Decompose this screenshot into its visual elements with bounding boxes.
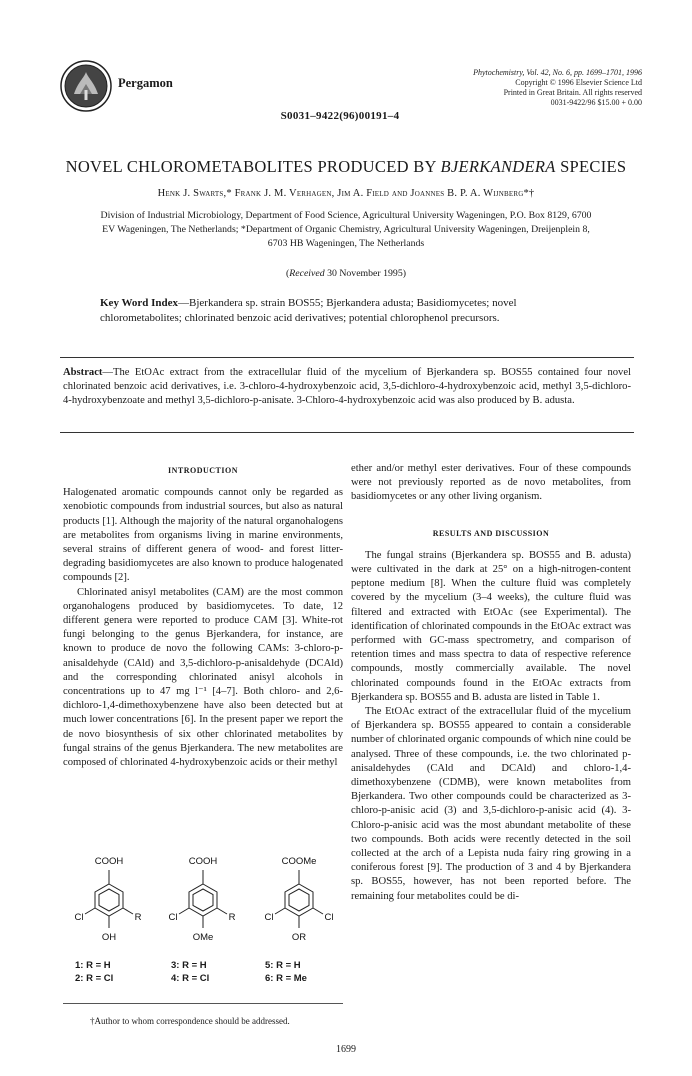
abstract	[63, 366, 631, 408]
abstract-text: —The EtOAc extract from the extracellular fluid of the mycelium of Bjerkandera sp. BOS55 contained four novel chlorinated benzoic acid derivatives, i.e. 3-chloro-4-hydroxybenzoic acid, 3,5-dichloro-4-hydroxybenzoic acid, methyl 3,5-dichloro-4-hydroxybenzoate and methyl 3,5-dichloro-p-anisate. 3-Chloro-4-hydroxybenzoic acid was also produced by B. adusta.	[63, 367, 631, 406]
structure-2-top-label: COOH	[188, 856, 218, 867]
left-column	[63, 462, 343, 770]
introduction-heading: INTRODUCTION	[167, 466, 238, 475]
article-code: S0031–9422(96)00191–4	[280, 110, 400, 122]
structure-legend	[63, 960, 343, 990]
right-column	[351, 462, 631, 904]
structure-3-left-sub: Cl	[264, 912, 274, 923]
structure-3-ring	[275, 870, 323, 928]
abstract-top-rule	[60, 357, 634, 358]
page-number: 1699	[336, 1044, 356, 1055]
results-paragraph-2: The EtOAc extract of the extracellular fluid of the mycelium of Bjerkandera sp. BOS55 appeared to contain a considerable number of chlorinated organic compounds of which nine could be analysed. Three of these compounds, i.e. the two chlorinated p-anisaldehydes (CAld and DCAld) and chloro-1,4-dimethoxybenzene (CDMB), were known metabolites from Bjerkandera. Two other compounds could be characterized as 3-chloro-p-anisic acid (3) and 3,5-dichloro-p-anisic acid (4). 3-Chloro-p-anisic acid was the most abundant metabolite of these two compounds. Both acids were recently detected in the soil collected at the arch of a Lepista nuda fairy ring growing in a coniferous forest [9]. The production of 3 and 4 by Bjerkandera sp. BOS55, however, has not been reported before. The remaining four metabolites could be di-	[351, 706, 631, 902]
keyword-index	[100, 296, 600, 325]
chemical-structures	[63, 850, 343, 958]
structure-1-right-sub: R	[134, 912, 142, 923]
abstract-label: Abstract	[63, 367, 103, 378]
structure-3-bottom-label: OR	[291, 932, 307, 943]
journal-info	[382, 68, 642, 108]
legend-4: 4: R = Cl	[171, 973, 210, 984]
structure-1-top-label: COOH	[94, 856, 124, 867]
legend-1: 1: R = H	[75, 960, 111, 971]
structure-2-ring	[179, 870, 227, 928]
structure-1-ring	[85, 870, 133, 928]
affiliation-line-1: Division of Industrial Microbiology, Department of Food Science, Agricultural University Wageningen, P.O. Box 8129, 6700	[100, 210, 592, 221]
results-paragraph-0: ether and/or methyl ester derivatives. Four of these compounds were not previously reported as de novo metabolites, from basidiomycetes or any other living organism.	[351, 463, 631, 503]
abstract-bottom-rule	[60, 432, 634, 433]
affiliation	[50, 209, 642, 251]
results-heading: RESULTS AND DISCUSSION	[432, 528, 550, 538]
journal-printed: Printed in Great Britain. All rights reserved	[503, 88, 642, 97]
structure-2-bottom-label: OMe	[192, 932, 214, 943]
intro-paragraph-1: Halogenated aromatic compounds cannot only be regarded as xenobiotic compounds from industrial sources, but also as natural products [1]. Although the majority of the natural organohalogens are metabolites from organisms living in marine environments, several strains of different genera of wood- and forest litter-degrading basidiomycetes are also known to produce halogenated compounds [2].	[63, 487, 343, 584]
legend-3: 3: R = H	[171, 960, 207, 971]
structure-3-top-label: COOMe	[281, 856, 317, 867]
structure-1-left-sub: Cl	[74, 912, 84, 923]
footnote: †Author to whom correspondence should be addressed.	[90, 1016, 290, 1026]
affiliation-line-2: EV Wageningen, The Netherlands; *Department of Organic Chemistry, Agricultural University Wageningen, Dreijenplein 8,	[102, 224, 590, 235]
publisher-name: Pergamon	[118, 76, 173, 90]
structure-2-right-sub: R	[228, 912, 236, 923]
keyword-text: —Bjerkandera sp. strain BOS55; Bjerkandera adusta; Basidiomycetes; novel chlorometabolites; chlorinated benzoic acid derivatives; potential chlorophenol precursors.	[100, 297, 517, 324]
legend-5: 5: R = H	[265, 960, 301, 971]
legend-2: 2: R = Cl	[75, 973, 114, 984]
footnote-rule	[63, 1003, 343, 1004]
paper-title: NOVEL CHLOROMETABOLITES PRODUCED BY BJERKANDERA SPECIES	[65, 157, 627, 176]
author-list: Henk J. Swarts,* Frank J. M. Verhagen, Jim A. Field and Joannes B. P. A. Wijnberg*†	[157, 188, 535, 199]
structure-3-right-sub: Cl	[324, 912, 334, 923]
intro-paragraph-2: Chlorinated anisyl metabolites (CAM) are the most common organohalogens produced by basidiomycetes. To date, 12 different genera were reported to produce CAM [3]. White-rot fungi belonging to the genus Bjerkandera, for instance, are known to produce de novo the following CAMs: 3-chloro-p-anisaldehyde (CAld) and 3,5-dichloro-p-anisaldehyde (DCAld) and the corresponding chlorinated anisyl alcohols in concentrations up to 47 mg l⁻¹ [4–7]. Both chloro- and 2,6-dichloro-1,4-dimethoxybenzene have also been detected but at much lower concentrations [6]. In the present paper we report the de novo biosynthesis of six other chlorinated metabolites by fungal strains of the genus Bjerkandera. The new metabolites are composed of chlorinated 4-hydroxybenzoic acids or their methyl	[63, 586, 343, 769]
elsevier-logo-icon	[60, 60, 112, 112]
structure-1-bottom-label: OH	[101, 932, 117, 943]
legend-6: 6: R = Me	[265, 973, 307, 984]
affiliation-line-3: 6703 HB Wageningen, The Netherlands	[267, 238, 425, 249]
keyword-label: Key Word Index	[100, 297, 179, 309]
results-paragraph-1: The fungal strains (Bjerkandera sp. BOS55 and B. adusta) were cultivated in the dark at 25° on a high-nitrogen-content peptone medium [8]. When the culture fluid was completely covered by the mycelium (3–4 weeks), the culture fluid was filtered and extracted with EtOAc (see Experimental). The identification of chlorinated compounds in the EtOAc extract was performed with GC-mass spectrometry, and comparison of retention times and mass spectra to data of respective reference compounds, mostly commercially available. The novel chlorinated compounds found in the EtOAc extracts from Bjerkandera sp. BOS55 and B. adusta are listed in Table 1.	[351, 549, 631, 703]
structure-2-left-sub: Cl	[168, 912, 178, 923]
journal-citation: Phytochemistry, Vol. 42, No. 6, pp. 1699–1701, 1996	[473, 68, 642, 77]
journal-price: 0031-9422/96 $15.00 + 0.00	[550, 98, 642, 107]
received-date: (Received 30 November 1995)	[286, 268, 406, 279]
journal-copyright: Copyright © 1996 Elsevier Science Ltd	[515, 78, 642, 87]
